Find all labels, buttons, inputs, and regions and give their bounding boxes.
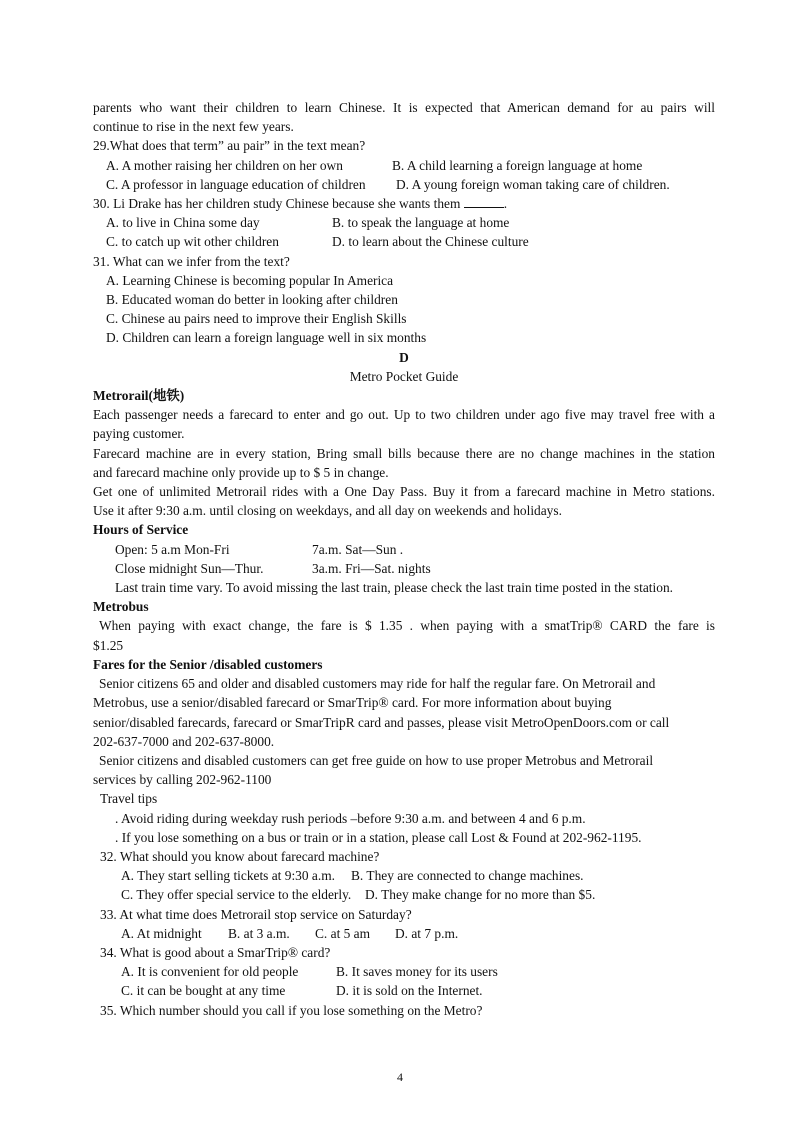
q32-options-row-1	[93, 866, 715, 885]
q30-stem: 30. Li Drake has her children study Chinese because she wants them	[93, 196, 461, 212]
section-letter: D	[399, 349, 409, 365]
travel-tip-2: . If you lose something on a bus or train or in a station, please call Lost & Found at 202-962-1195.	[115, 829, 642, 845]
q34-option-b: B. It saves money for its users	[336, 964, 498, 980]
q30-option-b: B. to speak the language at home	[332, 215, 510, 231]
q33-options-row	[93, 924, 715, 943]
q32-option-b: B. They are connected to change machines.	[351, 868, 584, 884]
fares-heading: Fares for the Senior /disabled customers	[93, 656, 323, 672]
q32-options-row-2	[93, 885, 715, 904]
metrorail-p1-line-1: Each passenger needs a farecard to enter and go out. Up to two children under ago five may travel free with a	[93, 407, 715, 423]
q30-option-d: D. to learn about the Chinese culture	[332, 234, 529, 250]
fares-line-3: senior/disabled farecards, farecard or SmarTripR card and passes, please visit MetroOpenDoors.com or call	[93, 714, 670, 730]
metrorail-p3-line-2: Use it after 9:30 a.m. until closing on weekdays, and all day on weekends and holidays.	[93, 503, 562, 519]
q34-options-row-1	[93, 962, 715, 981]
hours-close-weekday: Close midnight Sun—Thur.	[115, 560, 264, 576]
q34-option-d: D. it is sold on the Internet.	[336, 983, 483, 999]
q33-option-b: B. at 3 a.m.	[228, 925, 290, 941]
intro-line-2: continue to rise in the next few years.	[93, 119, 294, 135]
metrorail-heading: Metrorail(地铁)	[93, 388, 185, 404]
q30-options-row-2	[93, 232, 715, 251]
travel-tips-heading: Travel tips	[100, 791, 158, 807]
q29-option-d: D. A young foreign woman taking care of children.	[396, 176, 670, 192]
q33-option-c: C. at 5 am	[315, 925, 371, 941]
q30-answer-blank	[464, 195, 504, 208]
metrobus-line-1: When paying with exact change, the fare is $ 1.35 . when paying with a smatTrip® CARD the fare is	[99, 618, 715, 634]
q34-stem: 34. What is good about a SmarTrip® card?	[100, 944, 331, 960]
q33-stem: 33. At what time does Metrorail stop service on Saturday?	[100, 906, 412, 922]
fares-line-6: services by calling 202-962-1100	[93, 772, 272, 788]
hours-close-weekend: 3a.m. Fri—Sat. nights	[312, 560, 431, 576]
q31-option-c: C. Chinese au pairs need to improve their English Skills	[106, 311, 407, 327]
metrorail-p2-line-2: and farecard machine only provide up to $ 5 in change.	[93, 464, 389, 480]
q30-options-row-1	[93, 213, 715, 232]
q32-stem: 32. What should you know about farecard machine?	[100, 848, 380, 864]
metrobus-heading: Metrobus	[93, 599, 149, 615]
q29-stem: 29.What does that term” au pair” in the text mean?	[93, 138, 366, 154]
hours-open-weekday: Open: 5 a.m Mon-Fri	[115, 541, 230, 557]
metrorail-p2-line-1: Farecard machine are in every station, Bring small bills because there are no change machines in the station	[93, 445, 715, 461]
q31-option-b: B. Educated woman do better in looking after children	[106, 292, 398, 308]
fares-line-2: Metrobus, use a senior/disabled farecard or SmarTrip® card. For more information about buying	[93, 695, 612, 711]
q29-option-c: C. A professor in language education of children	[106, 176, 366, 192]
q30-stem-end: .	[503, 196, 508, 212]
q33-option-d: D. at 7 p.m.	[395, 925, 459, 941]
fares-line-5: Senior citizens and disabled customers can get free guide on how to use proper Metrobus and Metrorail	[99, 752, 654, 768]
intro-line-1: parents who want their children to learn Chinese. It is expected that American demand for au pairs will	[93, 100, 715, 115]
hours-open-row	[93, 540, 715, 559]
travel-tip-1: . Avoid riding during weekday rush periods –before 9:30 a.m. and between 4 and 6 p.m.	[115, 810, 586, 826]
q34-options-row-2	[93, 981, 715, 1000]
q30-stem-line	[93, 194, 715, 213]
q31-stem: 31. What can we infer from the text?	[93, 253, 290, 269]
q29-options-row-1	[93, 156, 715, 175]
q32-option-a: A. They start selling tickets at 9:30 a.m.	[121, 868, 335, 884]
hours-heading: Hours of Service	[93, 522, 189, 538]
q33-option-a: A. At midnight	[121, 925, 202, 941]
q34-option-a: A. It is convenient for old people	[121, 964, 299, 980]
metrobus-line-2: $1.25	[93, 637, 124, 653]
fares-line-4: 202-637-7000 and 202-637-8000.	[93, 733, 275, 749]
q29-option-a: A. A mother raising her children on her own	[106, 157, 343, 173]
q29-option-b: B. A child learning a foreign language at home	[392, 157, 643, 173]
fares-line-1: Senior citizens 65 and older and disabled customers may ride for half the regular fare. On Metrorail and	[99, 676, 656, 692]
q29-options-row-2	[93, 175, 715, 194]
q32-option-c: C. They offer special service to the elderly.	[121, 887, 352, 903]
q32-option-d: D. They make change for no more than $5.	[365, 887, 596, 903]
section-title: Metro Pocket Guide	[349, 368, 459, 384]
hours-note: Last train time vary. To avoid missing the last train, please check the last train time posted in the station.	[115, 580, 673, 596]
q35-stem: 35. Which number should you call if you lose something on the Metro?	[100, 1002, 483, 1018]
q31-option-d: D. Children can learn a foreign language well in six months	[106, 330, 427, 346]
page-number: 4	[397, 1070, 403, 1084]
exam-page	[93, 98, 715, 1020]
hours-open-weekend: 7a.m. Sat—Sun .	[312, 541, 404, 557]
q34-option-c: C. it can be bought at any time	[121, 983, 286, 999]
hours-close-row	[93, 559, 715, 578]
q30-option-a: A. to live in China some day	[106, 215, 260, 231]
metrorail-p1-line-2: paying customer.	[93, 426, 185, 442]
q31-option-a: A. Learning Chinese is becoming popular In America	[106, 272, 394, 288]
q30-option-c: C. to catch up wit other children	[106, 234, 279, 250]
metrorail-p3-line-1: Get one of unlimited Metrorail rides with a One Day Pass. Buy it from a farecard machine in Metro stations.	[93, 484, 715, 500]
